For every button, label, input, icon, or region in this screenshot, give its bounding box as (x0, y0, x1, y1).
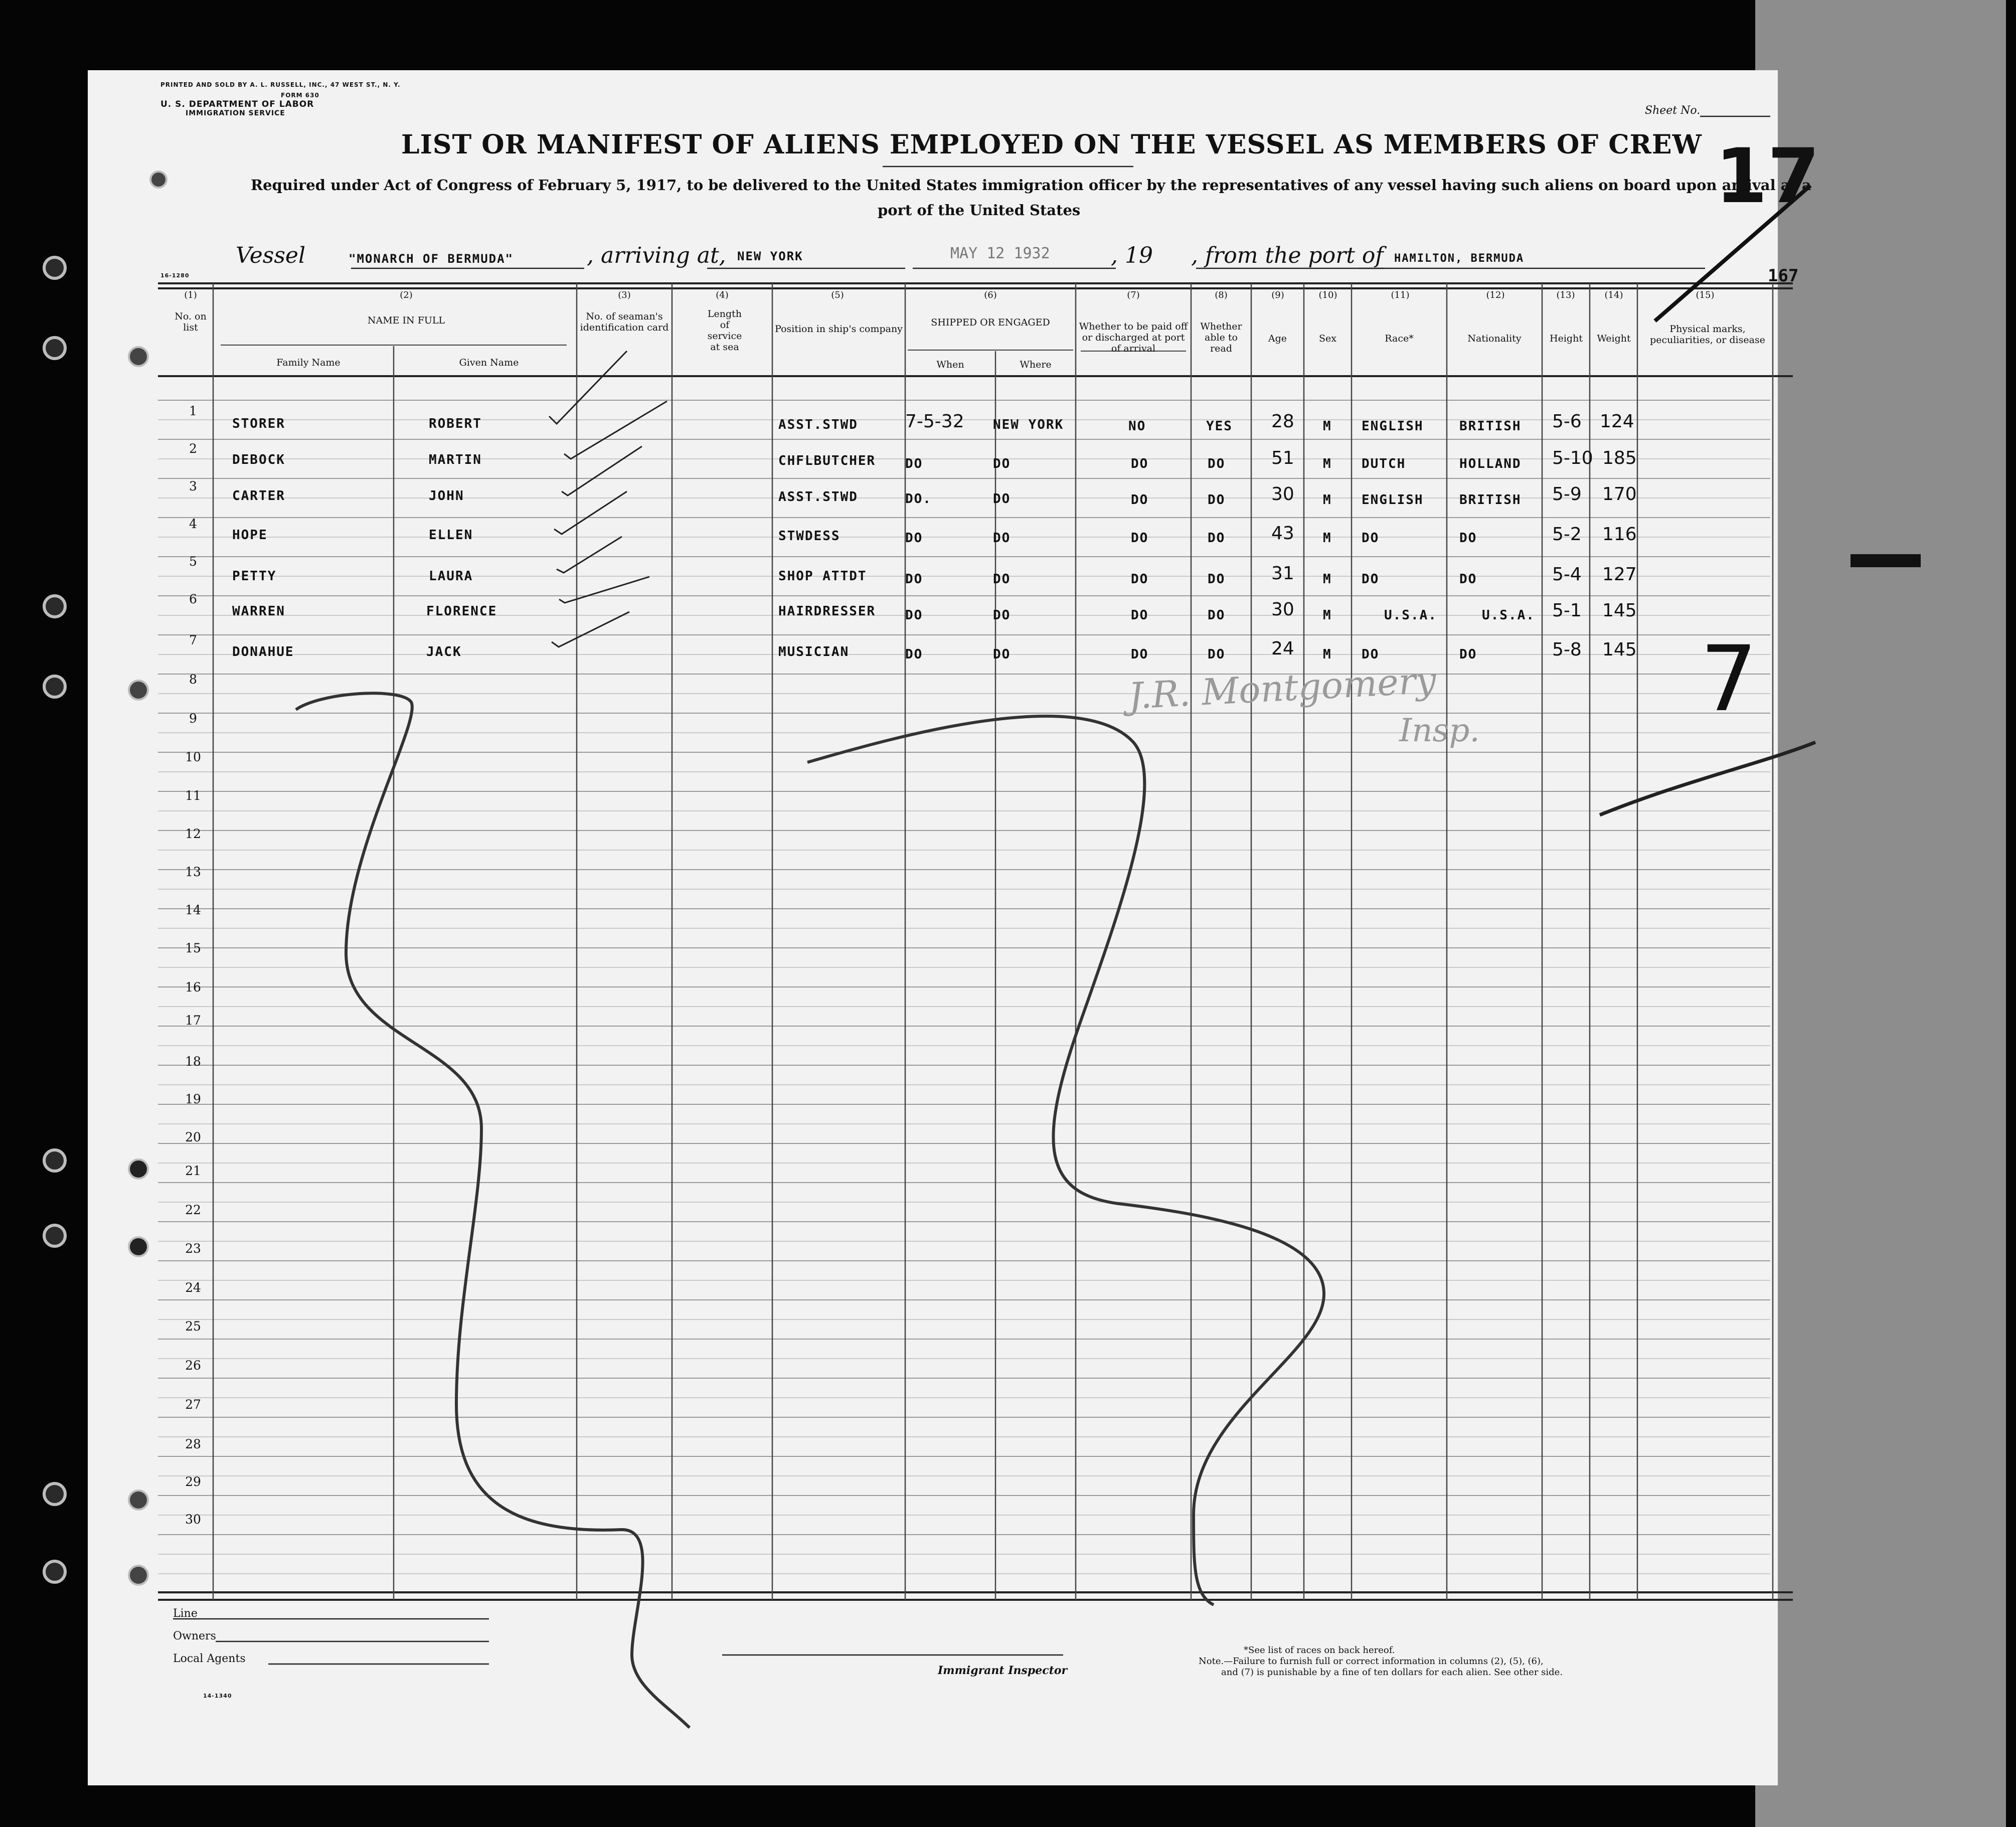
footnote-penalty-1: Note.—Failure to furnish full or correct information in columns (2), (5), (6), (1199, 1656, 1544, 1667)
shipped-where: NEW YORK (993, 417, 1064, 432)
col-1-number: (1) (184, 290, 197, 300)
nationality: U.S.A. (1482, 608, 1535, 623)
weight: 116 (1602, 524, 1637, 545)
page-number: 167 (1768, 266, 1799, 286)
handwritten-sheet-number: 17 (1715, 133, 1820, 220)
immigrant-inspector-label: Immigrant Inspector (938, 1664, 1068, 1677)
age: 43 (1271, 523, 1294, 544)
row-number: 12 (185, 826, 201, 841)
date-stamp: MAY 12 1932 (950, 245, 1050, 262)
shipped-where: DO (993, 456, 1011, 471)
row-number: 28 (185, 1437, 201, 1451)
nationality: DO (1459, 572, 1477, 587)
col-header-family-name: Family Name (276, 357, 341, 368)
col-header-nationality: Nationality (1467, 333, 1522, 344)
row-number: 4 (189, 517, 197, 531)
col-14-number: (14) (1604, 290, 1623, 300)
footnote-penalty-2: and (7) is punishable by a fine of ten dollars for each alien. See other side. (1221, 1667, 1563, 1678)
col-header-shipped-engaged: SHIPPED OR ENGAGED (931, 317, 1050, 328)
race: ENGLISH (1362, 492, 1424, 508)
shipped-where: DO (993, 647, 1011, 662)
row-number: 17 (185, 1013, 201, 1028)
inspector-title: Insp. (1399, 712, 1480, 749)
departure-port: HAMILTON, BERMUDA (1394, 252, 1525, 265)
row-number: 7 (189, 633, 197, 647)
height: 5-8 (1552, 639, 1582, 660)
col-12-number: (12) (1486, 290, 1505, 300)
row-number: 23 (185, 1241, 201, 1256)
row-number: 26 (185, 1358, 201, 1373)
able-to-read: DO (1208, 647, 1226, 662)
owners-label: Owners (173, 1630, 216, 1642)
sex: M (1323, 572, 1332, 587)
family-name: DONAHUE (232, 644, 294, 659)
col-6-number: (6) (984, 290, 997, 300)
col-15-number: (15) (1696, 290, 1715, 300)
paid-off: DO (1131, 531, 1149, 546)
given-name: JOHN (429, 488, 464, 504)
given-name: LAURA (429, 569, 473, 584)
position: CHFLBUTCHER (778, 453, 876, 468)
age: 30 (1271, 484, 1294, 505)
race: DUTCH (1362, 456, 1406, 471)
given-name: ROBERT (429, 416, 482, 431)
col-7-number: (7) (1127, 290, 1140, 300)
paid-off: DO (1131, 492, 1149, 508)
row-number: 10 (185, 750, 201, 764)
line-label: Line (173, 1607, 198, 1620)
col-header-seaman-card: No. of seaman's identification card (580, 311, 669, 333)
position: MUSICIAN (778, 644, 850, 659)
position: STWDESS (778, 529, 841, 544)
year-label: , 19 (1111, 243, 1153, 268)
shipped-when: DO (905, 647, 923, 662)
row-number: 1 (189, 404, 197, 418)
weight: 145 (1602, 600, 1637, 621)
footnote-races: *See list of races on back hereof. (1244, 1645, 1395, 1655)
row-number: 18 (185, 1054, 201, 1069)
age: 30 (1271, 599, 1294, 620)
col-4-number: (4) (716, 290, 729, 300)
given-name: FLORENCE (426, 604, 497, 619)
race: ENGLISH (1362, 419, 1424, 434)
arriving-label: , arriving at, (587, 243, 726, 268)
nationality: BRITISH (1459, 492, 1522, 508)
row-number: 29 (185, 1474, 201, 1489)
row-number: 9 (189, 711, 197, 726)
handwritten-count: 7 (1700, 627, 1758, 732)
given-name: MARTIN (429, 452, 482, 467)
col-header-age: Age (1268, 333, 1287, 344)
subtitle-line-1: Required under Act of Congress of February 5, 1917, to be delivered to the United States immigration officer by the representatives of any vessel having such aliens on board upon arrival at a (251, 177, 1811, 194)
shipped-where: DO (993, 608, 1011, 623)
shipped-when: 7-5-32 (905, 411, 964, 432)
position: ASST.STWD (778, 417, 858, 432)
sheet-no-label: Sheet No. (1645, 104, 1701, 117)
height: 5-10 (1552, 448, 1593, 468)
sex: M (1323, 647, 1332, 662)
shipped-where: DO (993, 491, 1011, 507)
printer-imprint: PRINTED AND SOLD BY A. L. RUSSELL, INC., 47 WEST ST., N. Y. (160, 81, 401, 88)
height: 5-9 (1552, 484, 1582, 505)
col-header-given-name: Given Name (459, 357, 519, 368)
nationality: HOLLAND (1459, 456, 1522, 471)
col-11-number: (11) (1391, 290, 1410, 300)
from-port-label: , from the port of (1191, 243, 1384, 268)
age: 28 (1271, 411, 1294, 432)
paid-off: DO (1131, 572, 1149, 587)
form-number: FORM 630 (281, 92, 319, 99)
shipped-when: DO (905, 608, 923, 623)
row-number: 15 (185, 941, 201, 955)
row-number: 3 (189, 479, 197, 493)
position: ASST.STWD (778, 489, 858, 505)
height: 5-2 (1552, 524, 1582, 545)
footer-form-code: 14-1340 (203, 1693, 232, 1699)
col-9-number: (9) (1271, 290, 1284, 300)
vessel-name: "MONARCH OF BERMUDA" (349, 252, 514, 266)
row-number: 22 (185, 1203, 201, 1217)
row-number: 14 (185, 903, 201, 917)
race: U.S.A. (1384, 608, 1437, 623)
race: DO (1362, 572, 1380, 587)
sex: M (1323, 492, 1332, 508)
service-name: IMMIGRATION SERVICE (186, 109, 285, 117)
row-number: 8 (189, 672, 197, 687)
shipped-where: DO (993, 531, 1011, 546)
row-number: 21 (185, 1164, 201, 1178)
row-number: 19 (185, 1092, 201, 1106)
col-header-position: Position in ship's company (775, 323, 903, 335)
family-name: WARREN (232, 604, 285, 619)
family-name: DEBOCK (232, 452, 285, 467)
row-number: 20 (185, 1130, 201, 1144)
squiggle-line-right (807, 716, 1324, 1605)
shipped-when: DO (905, 456, 923, 471)
shipped-when: DO. (905, 491, 932, 507)
race: DO (1362, 647, 1380, 662)
nationality: DO (1459, 647, 1477, 662)
given-name: JACK (426, 644, 462, 659)
height: 5-6 (1552, 411, 1582, 432)
col-header-weight: Weight (1597, 333, 1631, 344)
pen-stroke (1600, 742, 1815, 815)
able-to-read: DO (1208, 492, 1226, 508)
col-10-number: (10) (1318, 290, 1337, 300)
paid-off: DO (1131, 647, 1149, 662)
sex: M (1323, 419, 1332, 434)
paid-off: DO (1131, 608, 1149, 623)
row-number: 11 (185, 788, 201, 803)
row-number: 30 (185, 1512, 201, 1527)
col-header-height: Height (1550, 333, 1583, 344)
inspector-signature: J.R. Montgomery (1127, 658, 1437, 718)
col-header-no-on-list: No. on list (175, 311, 207, 333)
position: SHOP ATTDT (778, 569, 867, 584)
col-header-name-in-full: NAME IN FULL (367, 315, 445, 326)
family-name: PETTY (232, 569, 277, 584)
age: 24 (1271, 638, 1294, 659)
able-to-read: DO (1208, 531, 1226, 546)
shipped-where: DO (993, 572, 1011, 587)
able-to-read: YES (1206, 419, 1233, 434)
sex: M (1323, 531, 1332, 546)
family-name: STORER (232, 416, 285, 431)
given-name: ELLEN (429, 528, 473, 543)
age: 51 (1271, 448, 1294, 468)
able-to-read: DO (1208, 456, 1226, 471)
col-13-number: (13) (1556, 290, 1575, 300)
col-header-when: When (936, 359, 964, 370)
row-number: 27 (185, 1397, 201, 1412)
subtitle-line-2: port of the United States (878, 202, 1081, 219)
row-number: 24 (185, 1280, 201, 1295)
weight: 124 (1600, 411, 1634, 432)
local-agents-label: Local Agents (173, 1652, 246, 1665)
col-header-physical-marks: Physical marks, peculiarities, or disease (1650, 323, 1765, 346)
family-name: CARTER (232, 488, 285, 504)
sex: M (1323, 608, 1332, 623)
shipped-when: DO (905, 572, 923, 587)
row-number: 13 (185, 865, 201, 879)
arrival-port: NEW YORK (737, 249, 803, 263)
sex: M (1323, 456, 1332, 471)
nationality: DO (1459, 531, 1477, 546)
col-header-where: Where (1020, 359, 1052, 370)
paid-off: DO (1131, 456, 1149, 471)
weight: 145 (1602, 639, 1637, 660)
col-header-able-to-read: Whether able to read (1200, 321, 1242, 354)
col-header-length-of-service: Length of service at sea (707, 308, 742, 353)
row-number: 16 (185, 980, 201, 994)
col-2-number: (2) (400, 290, 413, 300)
nationality: BRITISH (1459, 419, 1522, 434)
weight: 170 (1602, 484, 1637, 505)
row-number: 5 (189, 554, 197, 569)
position: HAIRDRESSER (778, 604, 876, 619)
age: 31 (1271, 563, 1294, 584)
height: 5-1 (1552, 600, 1582, 621)
col-5-number: (5) (831, 290, 844, 300)
col-header-paid-off: Whether to be paid off or discharged at port of arrival (1079, 321, 1188, 354)
row-number: 6 (189, 592, 197, 606)
row-number: 25 (185, 1319, 201, 1334)
col-8-number: (8) (1215, 290, 1228, 300)
shipped-when: DO (905, 531, 923, 546)
able-to-read: DO (1208, 608, 1226, 623)
form-code: 16-1280 (160, 272, 190, 279)
race: DO (1362, 531, 1380, 546)
department-name: U. S. DEPARTMENT OF LABOR (160, 99, 314, 109)
vessel-label: Vessel (236, 243, 306, 268)
able-to-read: DO (1208, 572, 1226, 587)
paid-off: NO (1128, 419, 1146, 434)
col-header-race: Race* (1385, 333, 1414, 344)
height: 5-4 (1552, 564, 1582, 585)
page-title: LIST OR MANIFEST OF ALIENS EMPLOYED ON THE VESSEL AS MEMBERS OF CREW (401, 129, 1702, 160)
col-header-sex: Sex (1319, 333, 1336, 344)
family-name: HOPE (232, 528, 268, 543)
squiggle-line-left (296, 693, 690, 1728)
col-3-number: (3) (618, 290, 631, 300)
weight: 185 (1602, 448, 1637, 468)
row-number: 2 (189, 441, 197, 456)
weight: 127 (1602, 564, 1637, 585)
